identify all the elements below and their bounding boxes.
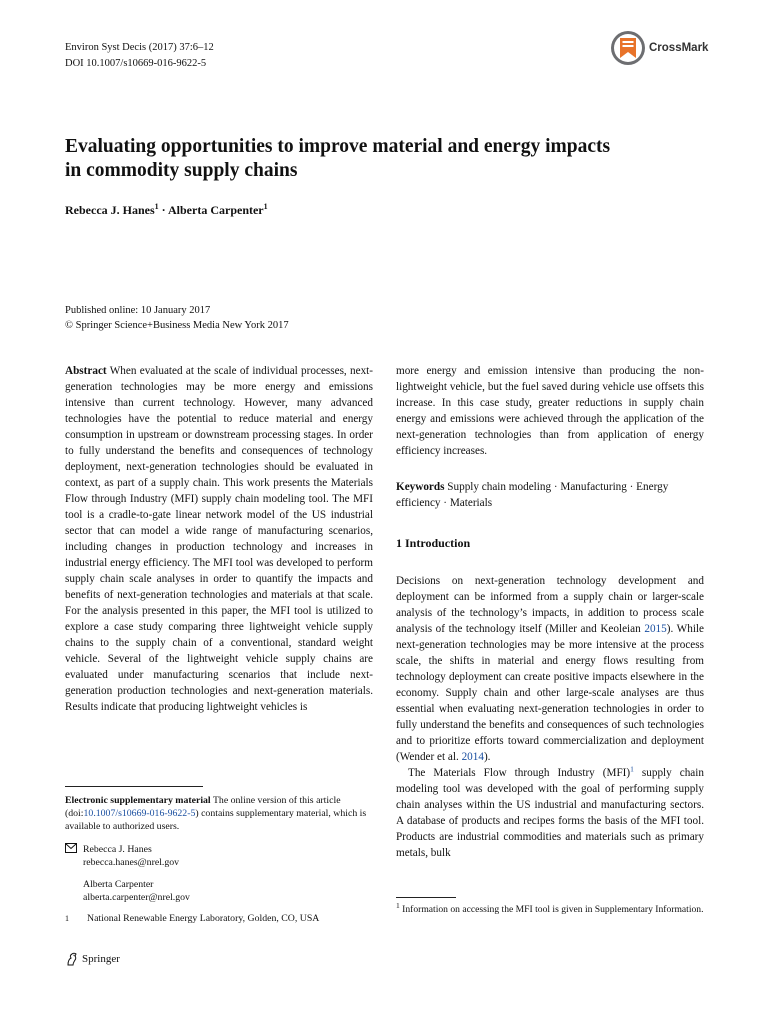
journal-meta (65, 40, 214, 72)
title-line-1: Evaluating opportunities to improve material and energy impacts (65, 136, 611, 157)
affiliation-marker: 1 (263, 202, 268, 211)
correspondence-block (65, 843, 190, 904)
footnote-text: Information on accessing the MFI tool is given in Supplementary Information. (402, 904, 704, 915)
intro-text: The Materials Flow through Industry (MFI) (408, 767, 631, 779)
published-date: Published online: 10 January 2017 (65, 305, 211, 316)
footnote-number: 1 (396, 900, 400, 910)
publisher-name: Springer (82, 953, 120, 965)
crossmark-label: CrossMark (649, 42, 709, 54)
author-separator: · (158, 203, 168, 217)
section-heading-introduction: 1 Introduction (396, 536, 471, 550)
author-name[interactable]: Rebecca J. Hanes (65, 203, 155, 217)
author-name[interactable]: Alberta Carpenter (168, 203, 264, 217)
keywords (396, 479, 704, 511)
footnote-rule (396, 897, 456, 898)
abstract-text: When evaluated at the scale of individual processes, next-generation technologies may be more energy and emissions intensive than current technology. However, many advanced technologies have the potential to reduce material and energy consumption in upstream or downstream processing stages. In order to fully understand the benefits and consequences of technology deployment, next-generation technologies should be evaluated in context, as part of a supply chain. This work presents the Materials Flow through Industry (MFI) supply chain modeling tool. The MFI tool is a cradle-to-gate linear network model of the US industrial sector that can model a wide range of manufacturing scenarios, including changes in production technology and increases in industrial energy efficiency. The MFI tool was developed to perform supply chain scale analyses in order to quantify the impacts and benefits of next-generation technologies and materials at that scale. For the analysis presented in this paper, the MFI tool is utilized to explore a case study comparing three lightweight vehicle supply chains to the supply chain of a conventional, standard weight vehicle. Several of the lightweight vehicle supply chains are evaluated under manufacturing scenarios that include next-generation production technologies and next-generation materials. Results indicate that producing lightweight vehicles is (65, 365, 373, 713)
title-line-2: in commodity supply chains (65, 160, 298, 181)
intro-paragraph-2 (396, 765, 704, 861)
doi: DOI 10.1007/s10669-016-9622-5 (65, 58, 207, 69)
article-title (65, 135, 715, 183)
citation-link[interactable]: 2015 (644, 623, 667, 635)
affiliation (65, 912, 319, 925)
supplementary-text-end: ) contains supplementary material, which is available to authorized users. (65, 808, 367, 832)
intro-text: ). While next-generation technologies may be more intensive at the process scale, the shifts in material and energy flows resulting from technology deployment can create positive impacts elsewhere in the economy. Supply chain and other large-scale analyses are thus essential when evaluating next-generation technologies in order to fully understand the benefits and consequences of such technologies and to prioritize efforts toward commercialization and deployment (Wender et al. (396, 623, 704, 763)
intro-paragraph-1 (396, 573, 704, 765)
right-column (396, 363, 704, 861)
intro-text: ). (483, 751, 491, 763)
affiliation-text: National Renewable Energy Laboratory, Golden, CO, USA (87, 913, 320, 924)
intro-text: supply chain modeling tool was developed with the goal of performing supply chain analyses within the US industrial and manufacturing sectors. A database of products and recipes forms the basis of the MFI tool. Products are industrial commodities and materials such as primary metals, bulk (396, 767, 704, 859)
copyright-line: © Springer Science+Business Media New York 2017 (65, 320, 289, 331)
keywords-text: Supply chain modeling · Manufacturing · Energy efficiency · Materials (396, 481, 669, 509)
keywords-label: Keywords (396, 481, 445, 493)
footnote-marker[interactable]: 1 (630, 764, 634, 774)
supplementary-rule (65, 786, 203, 787)
springer-horse-icon (65, 952, 79, 966)
citation-link[interactable]: 2014 (461, 751, 484, 763)
supplementary-note (65, 794, 373, 833)
envelope-icon (65, 843, 83, 869)
affiliation-number: 1 (65, 914, 69, 923)
supplementary-text: The online version of this article (doi: (65, 795, 341, 819)
abstract-left-column (65, 363, 373, 715)
supplementary-label: Electronic supplementary material (65, 795, 211, 806)
abstract-paragraph (65, 363, 373, 715)
footnote (396, 900, 706, 916)
affiliation-marker: 1 (154, 202, 159, 211)
intro-text: Decisions on next-generation technology development and deployment can be informed from a supply chain or larger-scale analysis of the technology’s impacts, in addition to process scale analysis of the technology itself (Miller and Keoleian (396, 575, 704, 635)
publisher-footer (65, 952, 120, 966)
supplementary-doi-link[interactable]: 10.1007/s10669-016-9622-5 (83, 808, 196, 819)
contact-name: Rebecca J. Hanes (83, 844, 152, 855)
contact-name: Alberta Carpenter (83, 879, 154, 890)
journal-citation: Environ Syst Decis (2017) 37:6–12 (65, 42, 214, 53)
author-list (65, 203, 268, 218)
abstract-continuation: more energy and emission intensive than producing the non-lightweight vehicle, but the fuel saved during vehicle use offsets this increase. In this case study, greater reductions in supply chain energy and emissions were achieved through the application of the next-generation technologies than from application of energy efficiency increases. (396, 365, 704, 457)
crossmark-badge[interactable] (610, 30, 750, 66)
crossmark-icon (610, 30, 646, 66)
contact-email[interactable]: rebecca.hanes@nrel.gov (83, 857, 180, 868)
publication-info (65, 303, 289, 333)
contact-email[interactable]: alberta.carpenter@nrel.gov (83, 892, 190, 903)
abstract-label: Abstract (65, 365, 107, 377)
